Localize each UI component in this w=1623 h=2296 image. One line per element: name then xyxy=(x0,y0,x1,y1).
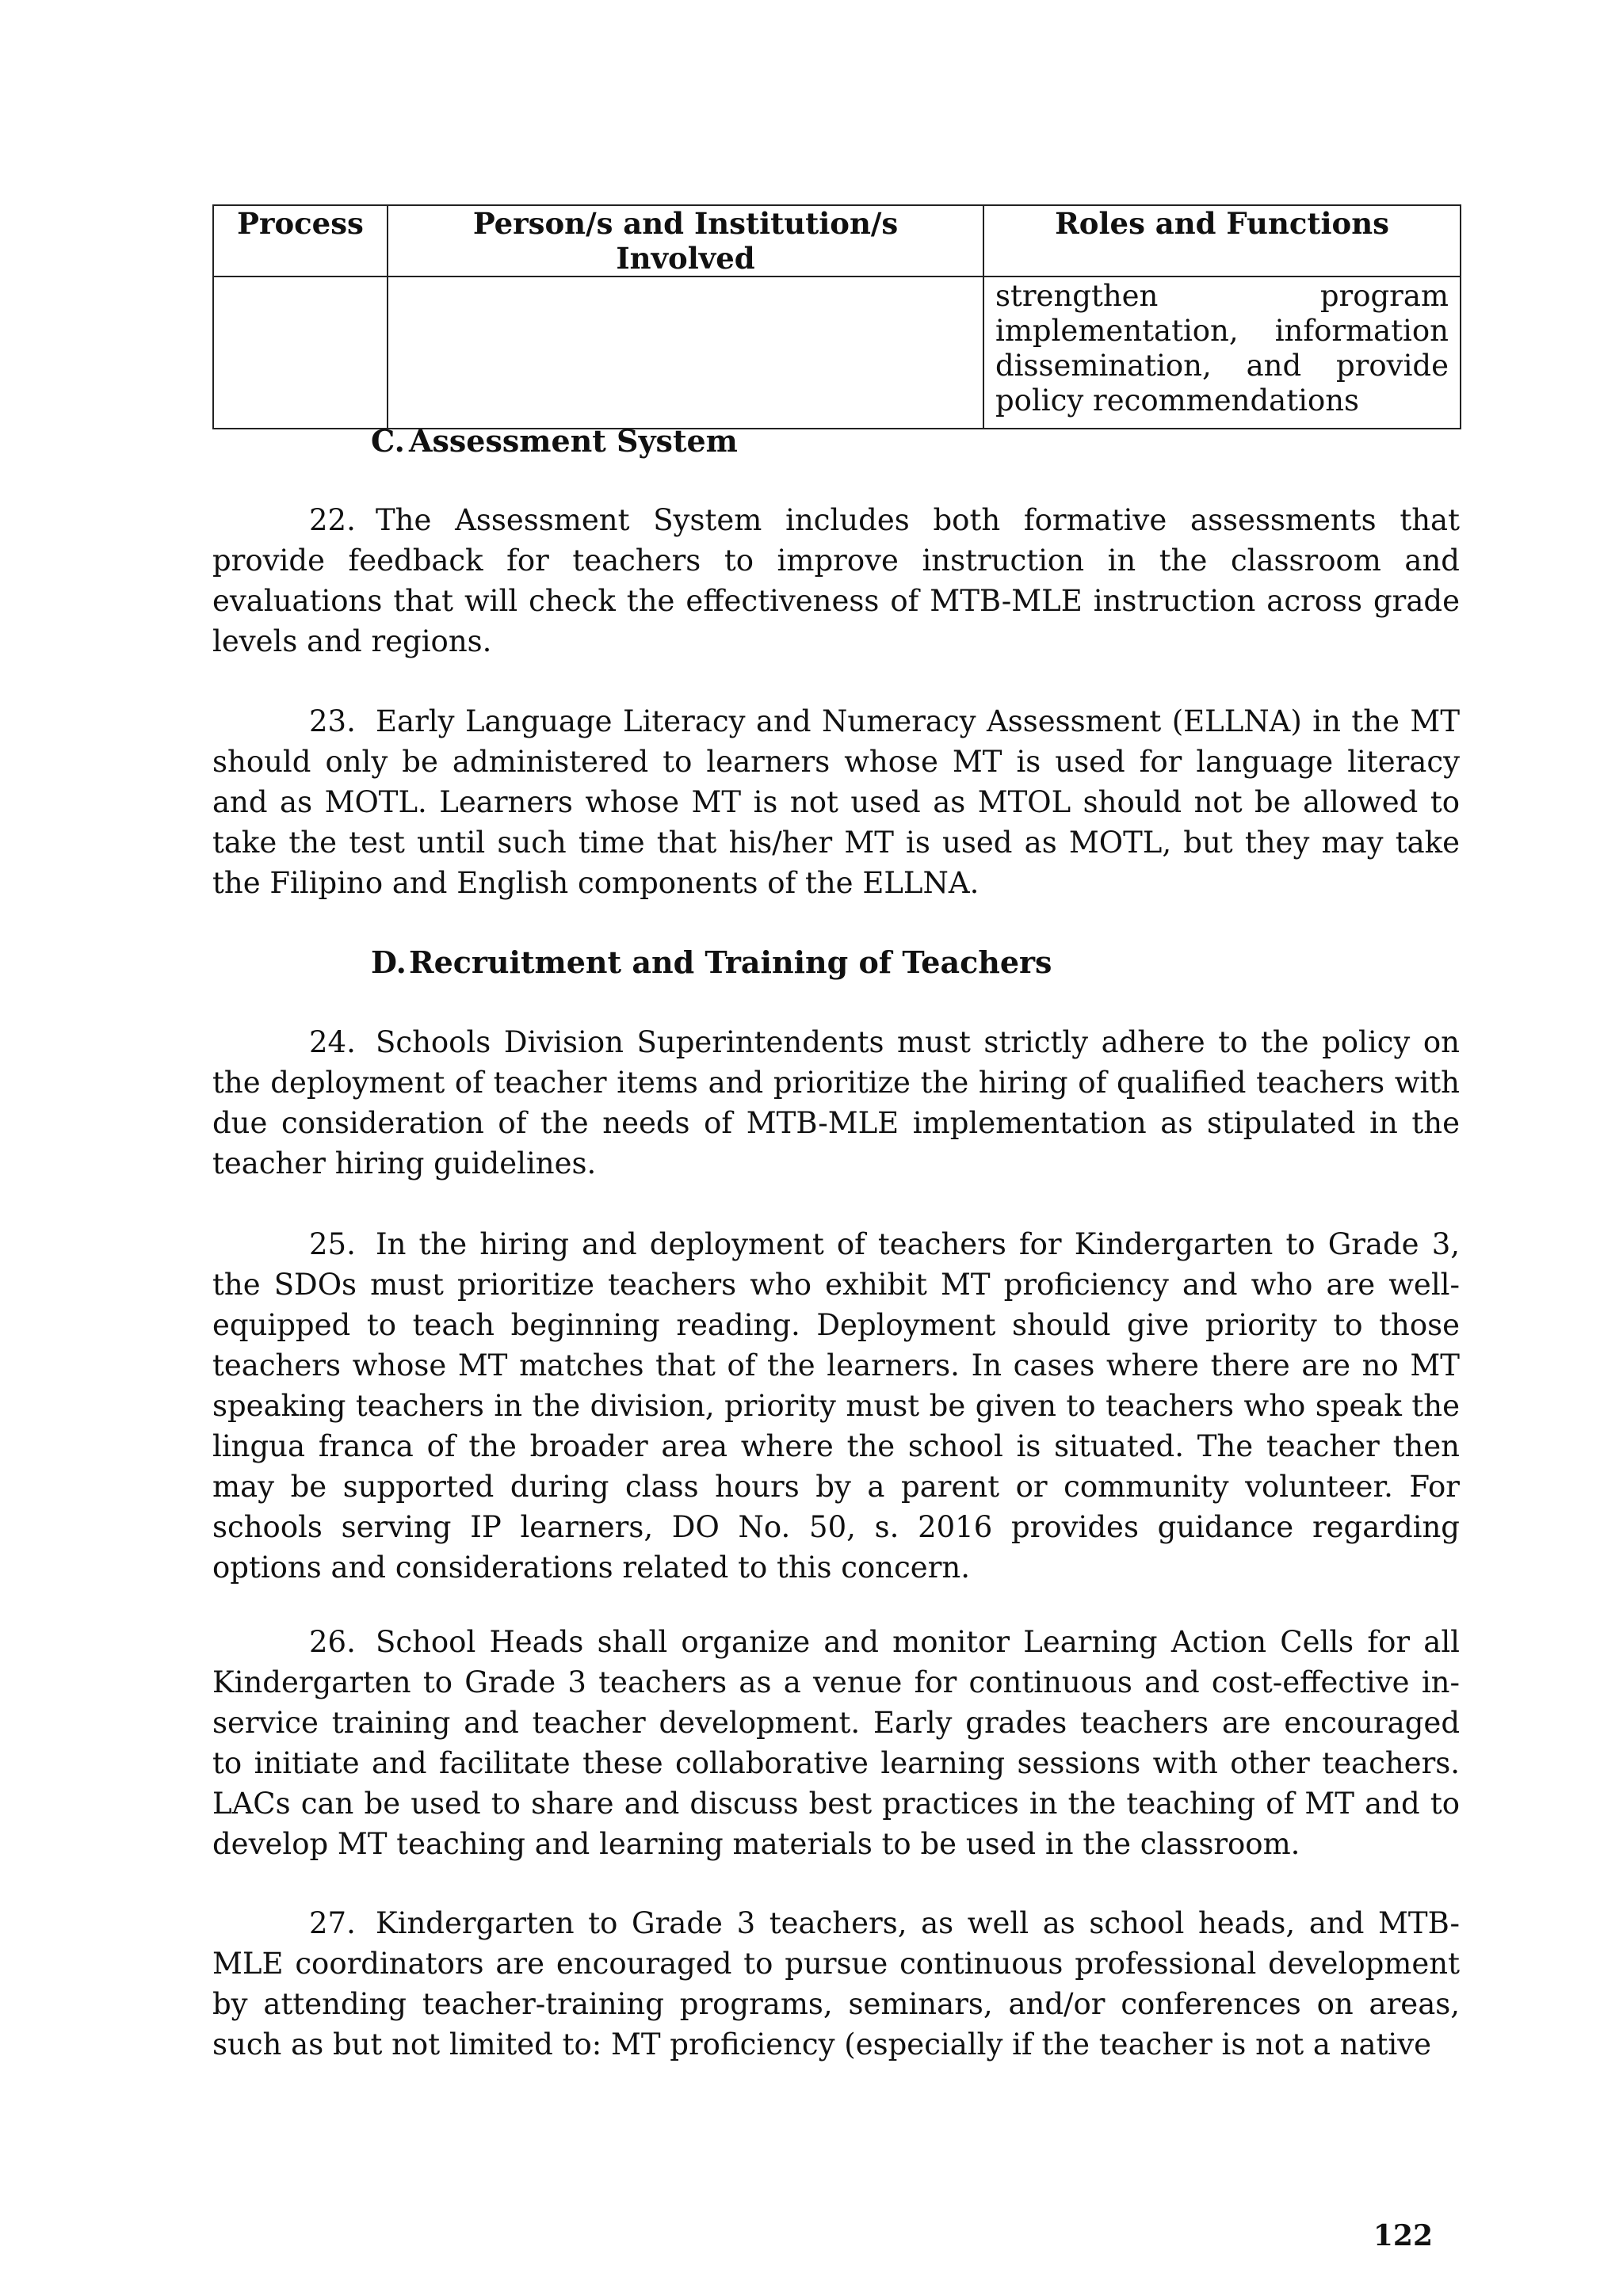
paragraph-27-number: 27. xyxy=(309,1906,356,1940)
paragraph-22-number: 22. xyxy=(309,503,356,537)
header-persons-involved: Person/s and Institution/s Involved xyxy=(388,205,983,277)
cell-process xyxy=(213,277,388,429)
section-c-heading xyxy=(371,421,738,461)
paragraph-25-text: In the hiring and deployment of teachers for Kindergarten to Grade 3, the SDOs must prioritize teachers who exhibit MT proficiency and who are well-equipped to teach beginning reading. Deployment should give priority to those teachers whose MT matches that of the learners. In cases where there are no MT speaking teachers in the division, priority must be given to teachers who speak the lingua franca of the broader area where the school is situated. The teacher then may be supported during class hours by a parent or community volunteer. For schools serving IP learners, DO No. 50, s. 2016 provides guidance regarding options and considerations related to this concern. xyxy=(212,1227,1460,1585)
paragraph-24-text: Schools Division Superintendents must strictly adhere to the policy on the deployment of teacher items and prioritize the hiring of qualified teachers with due consideration of the needs of MTB-MLE implementation as stipulated in the teacher hiring guidelines. xyxy=(212,1025,1460,1180)
paragraph-26-text: School Heads shall organize and monitor Learning Action Cells for all Kindergarten to Grade 3 teachers as a venue for continuous and cost-effective in-service training and teacher development. Early grades teachers are encouraged to initiate and facilitate these collaborative learning sessions with other teachers. LACs can be used to share and discuss best practices in the teaching of MT and to develop MT teaching and learning materials to be used in the classroom. xyxy=(212,1625,1460,1861)
section-c-letter: C. xyxy=(371,423,405,459)
cell-roles: strengthen program implementation, information dissemination, and provide policy recommendations xyxy=(983,277,1461,429)
paragraph-25-number: 25. xyxy=(309,1227,356,1261)
table-row xyxy=(213,277,1461,429)
paragraph-22 xyxy=(212,500,1460,662)
paragraph-23-text: Early Language Literacy and Numeracy Assessment (ELLNA) in the MT should only be administered to learners whose MT is used for language literacy and as MOTL. Learners whose MT is not used as MTOL should not be allowed to take the test until such time that his/her MT is used as MOTL, but they may take the Filipino and English components of the ELLNA. xyxy=(212,704,1460,900)
cell-persons xyxy=(388,277,983,429)
section-d-letter: D. xyxy=(371,944,407,980)
header-roles-functions: Roles and Functions xyxy=(983,205,1461,277)
page-number: 122 xyxy=(1373,2219,1433,2252)
section-d-title: Recruitment and Training of Teachers xyxy=(409,944,1052,980)
paragraph-26-number: 26. xyxy=(309,1625,356,1659)
section-d-heading xyxy=(371,943,1052,982)
paragraph-24-number: 24. xyxy=(309,1025,356,1059)
paragraph-23 xyxy=(212,701,1460,903)
paragraph-27 xyxy=(212,1903,1460,2065)
paragraph-24 xyxy=(212,1022,1460,1184)
roles-table xyxy=(212,204,1461,429)
paragraph-23-number: 23. xyxy=(309,704,356,738)
paragraph-25 xyxy=(212,1224,1460,1588)
paragraph-22-text: The Assessment System includes both formative assessments that provide feedback for teachers to improve instruction in the classroom and evaluations that will check the effectiveness of MTB-MLE instruction across grade levels and regions. xyxy=(212,503,1460,658)
section-c-title: Assessment System xyxy=(409,423,738,459)
paragraph-26 xyxy=(212,1622,1460,1864)
paragraph-27-text: Kindergarten to Grade 3 teachers, as well as school heads, and MTB-MLE coordinators are encouraged to pursue continuous professional development by attending teacher-training programs, seminars, and/or conferences on areas, such as but not limited to: MT proficiency (especially if the teacher is not a native xyxy=(212,1906,1460,2061)
table-header-row xyxy=(213,205,1461,277)
header-process: Process xyxy=(213,205,388,277)
